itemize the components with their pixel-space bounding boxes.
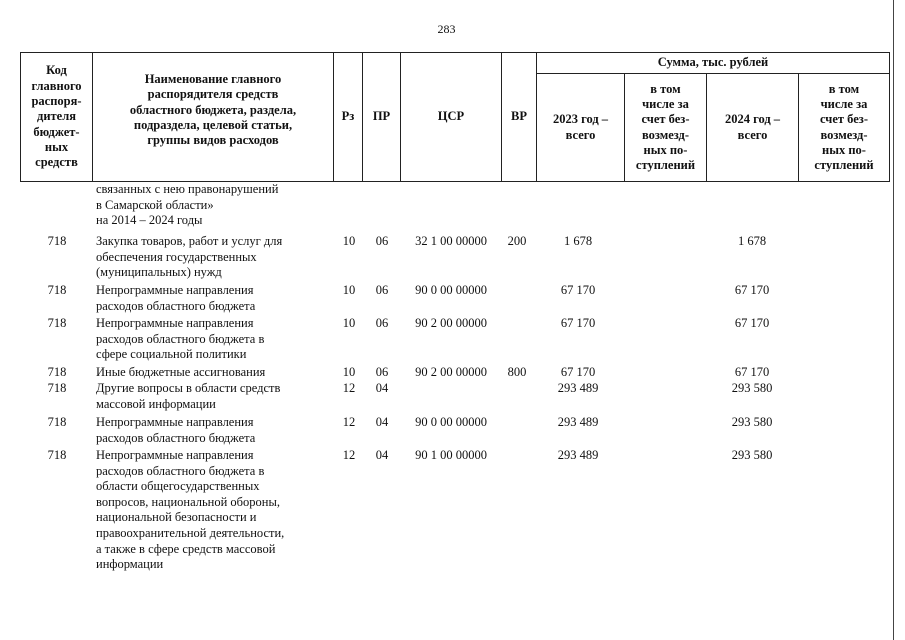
row-rz: 10 xyxy=(342,316,356,330)
row-2023-total: 1 678 xyxy=(563,234,593,248)
row-csr: 90 0 00 00000 xyxy=(415,283,487,297)
row-pr: 06 xyxy=(375,365,389,379)
row-rz: 10 xyxy=(342,365,356,379)
row-2024-total: 293 580 xyxy=(731,448,773,462)
row-2023-total: 67 170 xyxy=(560,316,596,330)
page-edge xyxy=(893,0,894,640)
row-2024-total: 293 580 xyxy=(731,381,773,395)
header-name: Наименование главного распорядителя средств областного бюджета, раздела, подраздела, целевой статьи, группы видов расходов xyxy=(129,72,297,148)
row-csr: 90 2 00 00000 xyxy=(415,365,487,379)
row-name: Непрограммные направления расходов областного бюджета в сфере социальной политики xyxy=(96,316,265,362)
header-code: Код главного распоря- дителя бюджет- ных средств xyxy=(31,63,82,170)
row-code: 718 xyxy=(47,415,67,429)
header-2024-free: в том числе за счет без- возмезд- ных по- ступлений xyxy=(814,81,874,173)
row-rz: 10 xyxy=(342,283,356,297)
row-vr: 200 xyxy=(507,234,527,248)
row-2023-total: 293 489 xyxy=(557,415,599,429)
continuation-text: связанных с нею правонарушений в Самарской области» на 2014 – 2024 годы xyxy=(96,182,279,228)
row-csr: 90 0 00 00000 xyxy=(415,415,487,429)
row-name: Другие вопросы в области средств массовой информации xyxy=(96,381,281,411)
row-code: 718 xyxy=(47,365,67,379)
header-vr: ВР xyxy=(511,109,527,124)
row-name: Непрограммные направления расходов областного бюджета xyxy=(96,415,256,445)
row-name: Закупка товаров, работ и услуг для обеспечения государственных (муниципальных) нужд xyxy=(96,234,283,280)
row-2024-total: 67 170 xyxy=(734,283,770,297)
row-csr: 90 2 00 00000 xyxy=(415,316,487,330)
row-name: Иные бюджетные ассигнования xyxy=(96,365,266,379)
row-vr: 800 xyxy=(507,365,527,379)
row-code: 718 xyxy=(47,283,67,297)
row-pr: 04 xyxy=(375,448,389,462)
row-2024-total: 67 170 xyxy=(734,365,770,379)
header-sum: Сумма, тыс. рублей xyxy=(657,55,769,70)
row-code: 718 xyxy=(47,316,67,330)
row-rz: 12 xyxy=(342,381,356,395)
row-rz: 10 xyxy=(342,234,356,248)
row-pr: 06 xyxy=(375,283,389,297)
header-2023-free: в том числе за счет без- возмезд- ных по- ступлений xyxy=(635,81,696,173)
header-csr: ЦСР xyxy=(437,109,465,124)
row-code: 718 xyxy=(47,234,67,248)
row-pr: 06 xyxy=(375,234,389,248)
row-code: 718 xyxy=(47,448,67,462)
row-2024-total: 1 678 xyxy=(737,234,767,248)
header-pr: ПР xyxy=(372,109,391,124)
row-rz: 12 xyxy=(342,448,356,462)
row-2023-total: 293 489 xyxy=(557,381,599,395)
row-2023-total: 67 170 xyxy=(560,283,596,297)
row-pr: 06 xyxy=(375,316,389,330)
row-code: 718 xyxy=(47,381,67,395)
header-2023-total: 2023 год – всего xyxy=(552,112,609,142)
row-rz: 12 xyxy=(342,415,356,429)
page-number: 283 xyxy=(437,22,456,36)
header-2024-total: 2024 год – всего xyxy=(724,112,781,142)
row-pr: 04 xyxy=(375,415,389,429)
row-pr: 04 xyxy=(375,381,389,395)
header-rz: Рз xyxy=(341,109,355,124)
row-csr: 90 1 00 00000 xyxy=(415,448,487,462)
row-2024-total: 293 580 xyxy=(731,415,773,429)
row-name: Непрограммные направления расходов областного бюджета xyxy=(96,283,256,313)
row-2023-total: 67 170 xyxy=(560,365,596,379)
row-2024-total: 67 170 xyxy=(734,316,770,330)
row-2023-total: 293 489 xyxy=(557,448,599,462)
row-csr: 32 1 00 00000 xyxy=(415,234,487,248)
row-name: Непрограммные направления расходов областного бюджета в области общегосударственных вопросов, национальной обороны, национальной безопасности и правоохранительной деятельности, а также в сфере средств массовой информации xyxy=(96,448,285,572)
